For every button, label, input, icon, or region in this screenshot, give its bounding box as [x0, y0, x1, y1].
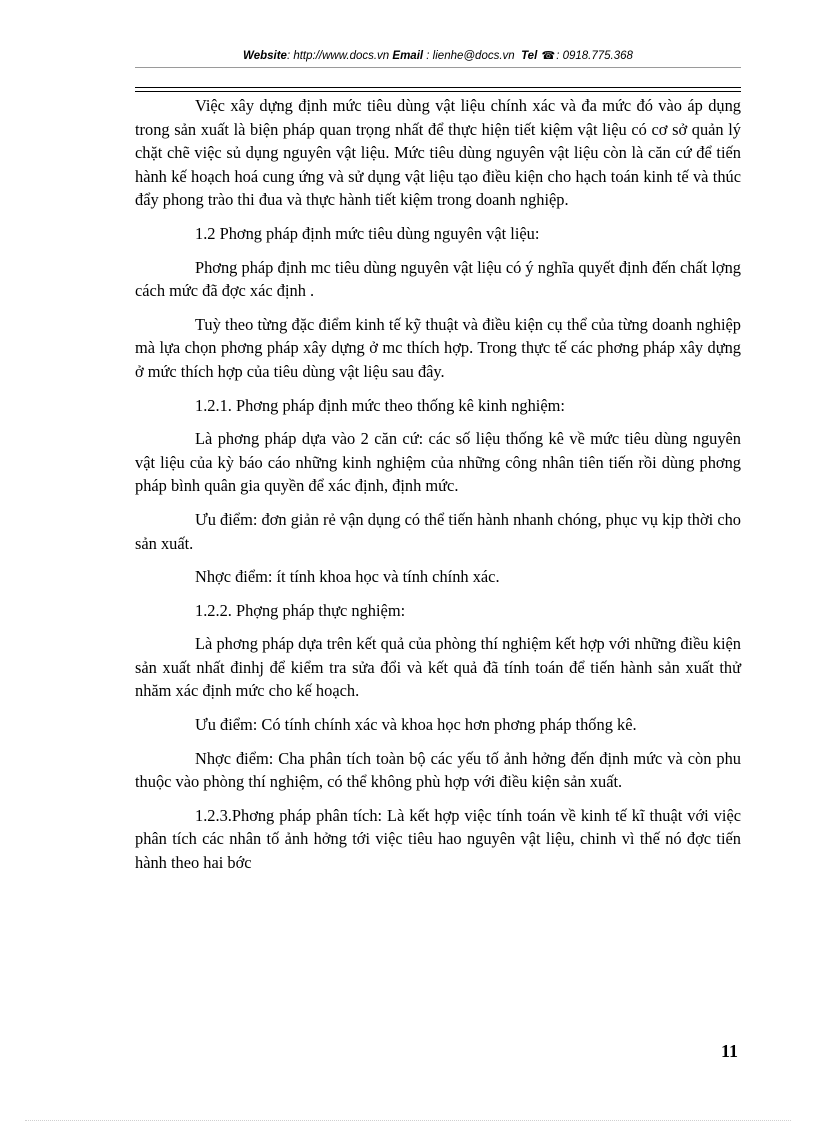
website-label: Website: [243, 50, 287, 62]
header-rule: [135, 67, 741, 68]
page-header: [135, 49, 741, 62]
document-body: [135, 94, 741, 885]
section-heading: 1.2.1. Phơng pháp định mức theo thống kê kinh nghiệm:: [195, 395, 565, 415]
paragraph: Là phơng pháp dựa vào 2 căn cứ: các số liệu thống kê về mức tiêu dùng nguyên vật liệu của kỳ báo cáo những kinh nghiệm của những công nhân tiên tiến rồi dùng phơng pháp bình quân gia quyền để xác định, định mức.: [135, 429, 741, 496]
paragraph: Ưu điểm: Có tính chính xác và khoa học hơn phơng pháp thống kê.: [195, 715, 637, 735]
tel-label: Tel: [521, 50, 538, 62]
phone-icon: ☎: [541, 50, 556, 62]
section-heading: 1.2 Phơng pháp định mức tiêu dùng nguyên vật liệu:: [195, 223, 540, 243]
paragraph: Việc xây dựng định mức tiêu dùng vật liệu chính xác và đa mức đó vào áp dụng trong sản xuất là biện pháp quan trọng nhất để thực hiện tiết kiệm vật liệu có cơ sở quản lý chặt chẽ việc sủ dụng nguyên vật liệu. Mức tiêu dùng nguyên vật liệu còn là căn cứ để tiến hành kế hoạch hoá cung ứng và sử dụng vật liệu tạo điều kiện cho hạch toán kinh tế và thúc đẩy phong trào thi đua và thực hành tiết kiệm trong doanh nghiệp.: [135, 96, 741, 210]
paragraph: Nhợc điểm: ít tính khoa học và tính chính xác.: [195, 567, 500, 587]
email-value: : lienhe@docs.vn: [426, 50, 515, 62]
paragraph: 1.2.3.Phơng pháp phân tích: Là kết hợp việc tính toán về kinh tế kĩ thuật với việc phân tích các nhân tố ảnh hởng tới việc tiêu hao nguyên vật liệu, chinh vì thế nó đợc tiến hành theo hai bớc: [135, 805, 741, 873]
website-value: : http://www.docs.vn: [286, 50, 390, 62]
paragraph: Ưu điểm: đơn giản rẻ vận dụng có thể tiến hành nhanh chóng, phục vụ kịp thời cho sản xuất.: [135, 509, 741, 553]
footer-rule: [25, 1120, 791, 1121]
paragraph: Tuỳ theo từng đặc điểm kinh tế kỹ thuật và điều kiện cụ thể của từng doanh nghiệp mà lựa chọn phơng pháp xây dựng ở mc thích hợp. Trong thực tế các phơng pháp xây dựng ở mức thích hợp của tiêu dùng vật liệu sau đây.: [135, 314, 741, 381]
paragraph: Phơng pháp định mc tiêu dùng nguyên vật liệu có ý nghĩa quyết định đến chất lợng cách mức đã đợc xác định .: [135, 257, 741, 301]
section-heading: 1.2.2. Phợng pháp thực nghiệm:: [195, 600, 406, 620]
header-double-rule: [135, 87, 741, 92]
tel-value: : 0918.775.368: [556, 50, 633, 62]
page-number: 11: [720, 1041, 738, 1061]
paragraph: Nhợc điểm: Cha phân tích toàn bộ các yếu tố ảnh hởng đến định mức và còn phu thuộc vào phòng thí nghiệm, có thể không phù hợp với điều kiện sản xuất.: [135, 748, 741, 792]
email-label: Email: [392, 50, 424, 62]
paragraph: Là phơng pháp dựa trên kết quả của phòng thí nghiệm kết hợp với những điều kiện sản xuất nhất đinhj để kiểm tra sửa đổi và kết quả đã tính toán để tiến hành sản xuất thử nhăm xác định mức cho kế hoạch.: [135, 634, 741, 701]
